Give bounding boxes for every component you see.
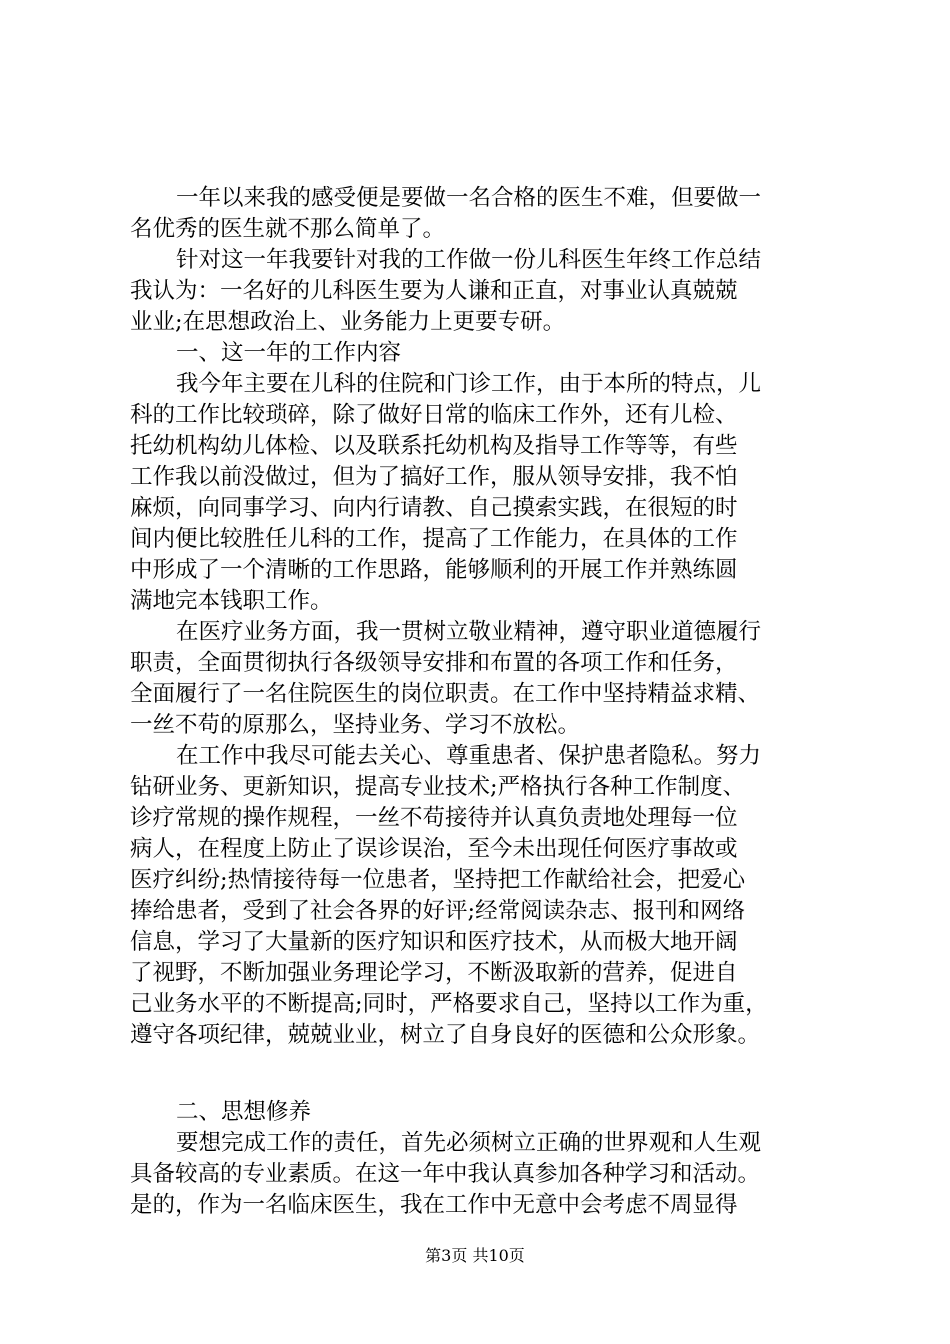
text-line: 了视野，不断加强业务理论学习，不断汲取新的营养，促进自 — [130, 960, 738, 986]
text-line: 捧给患者，受到了社会各界的好评;经常阅读杂志、报刊和网络 — [130, 898, 746, 924]
text-line: 是的，作为一名临床医生，我在工作中无意中会考虑不周显得 — [130, 1192, 738, 1218]
text-line: 我今年主要在儿科的住院和门诊工作，由于本所的特点，儿 — [176, 371, 762, 397]
paragraph-gap — [130, 1051, 846, 1097]
text-line: 间内便比较胜任儿科的工作，提高了工作能力，在具体的工作 — [130, 526, 738, 552]
text-line: 名优秀的医生就不那么简单了。 — [130, 216, 446, 242]
text-line: 病人，在程度上防止了误诊误治，至今未出现任何医疗事故或 — [130, 836, 738, 862]
text-line: 具备较高的专业素质。在这一年中我认真参加各种学习和活动。 — [130, 1161, 761, 1187]
text-line: 全面履行了一名住院医生的岗位职责。在工作中坚持精益求精、 — [130, 681, 761, 707]
text-line: 己业务水平的不断提高;同时，严格要求自己，坚持以工作为重， — [130, 991, 768, 1017]
page-footer: 第3页 共10页 — [425, 1246, 525, 1265]
text-line: 在工作中我尽可能去关心、尊重患者、保护患者隐私。努力 — [176, 743, 762, 769]
text-line: 医疗纠纷;热情接待每一位患者，坚持把工作献给社会，把爱心 — [130, 867, 746, 893]
text-line: 业业;在思想政治上、业务能力上更要专研。 — [130, 309, 566, 335]
text-line: 麻烦，向同事学习、向内行请教、自己摸索实践，在很短的时 — [130, 495, 738, 521]
text-line: 诊疗常规的操作规程，一丝不苟接待并认真负责地处理每一位 — [130, 805, 738, 831]
document-body — [130, 183, 846, 1221]
text-line: 在医疗业务方面，我一贯树立敬业精神，遵守职业道德履行 — [176, 619, 762, 645]
text-line: 钻研业务、更新知识，提高专业技术;严格执行各种工作制度、 — [130, 774, 746, 800]
text-line: 托幼机构幼儿体检、以及联系托幼机构及指导工作等等，有些 — [130, 433, 738, 459]
text-line: 一年以来我的感受便是要做一名合格的医生不难，但要做一 — [176, 185, 762, 211]
text-line: 遵守各项纪律，兢兢业业，树立了自身良好的医德和公众形象。 — [130, 1022, 761, 1048]
text-line: 工作我以前没做过，但为了搞好工作，服从领导安排，我不怕 — [130, 464, 738, 490]
text-line: 中形成了一个清晰的工作思路，能够顺利的开展工作并熟练圆 — [130, 557, 738, 583]
text-line: 职责，全面贯彻执行各级领导安排和布置的各项工作和任务， — [130, 650, 738, 676]
section-heading-2: 二、思想修养 — [176, 1099, 312, 1125]
text-line: 一丝不苟的原那么，坚持业务、学习不放松。 — [130, 712, 581, 738]
text-line: 要想完成工作的责任，首先必须树立正确的世界观和人生观 — [176, 1130, 762, 1156]
text-line: 科的工作比较琐碎，除了做好日常的临床工作外，还有儿检、 — [130, 402, 738, 428]
section-heading-1: 一、这一年的工作内容 — [176, 340, 402, 366]
text-line: 满地完本钱职工作。 — [130, 588, 333, 614]
text-line: 针对这一年我要针对我的工作做一份儿科医生年终工作总结 — [176, 247, 762, 273]
text-line: 信息，学习了大量新的医疗知识和医疗技术，从而极大地开阔 — [130, 929, 738, 955]
text-line: 我认为：一名好的儿科医生要为人谦和正直，对事业认真兢兢 — [130, 278, 738, 304]
